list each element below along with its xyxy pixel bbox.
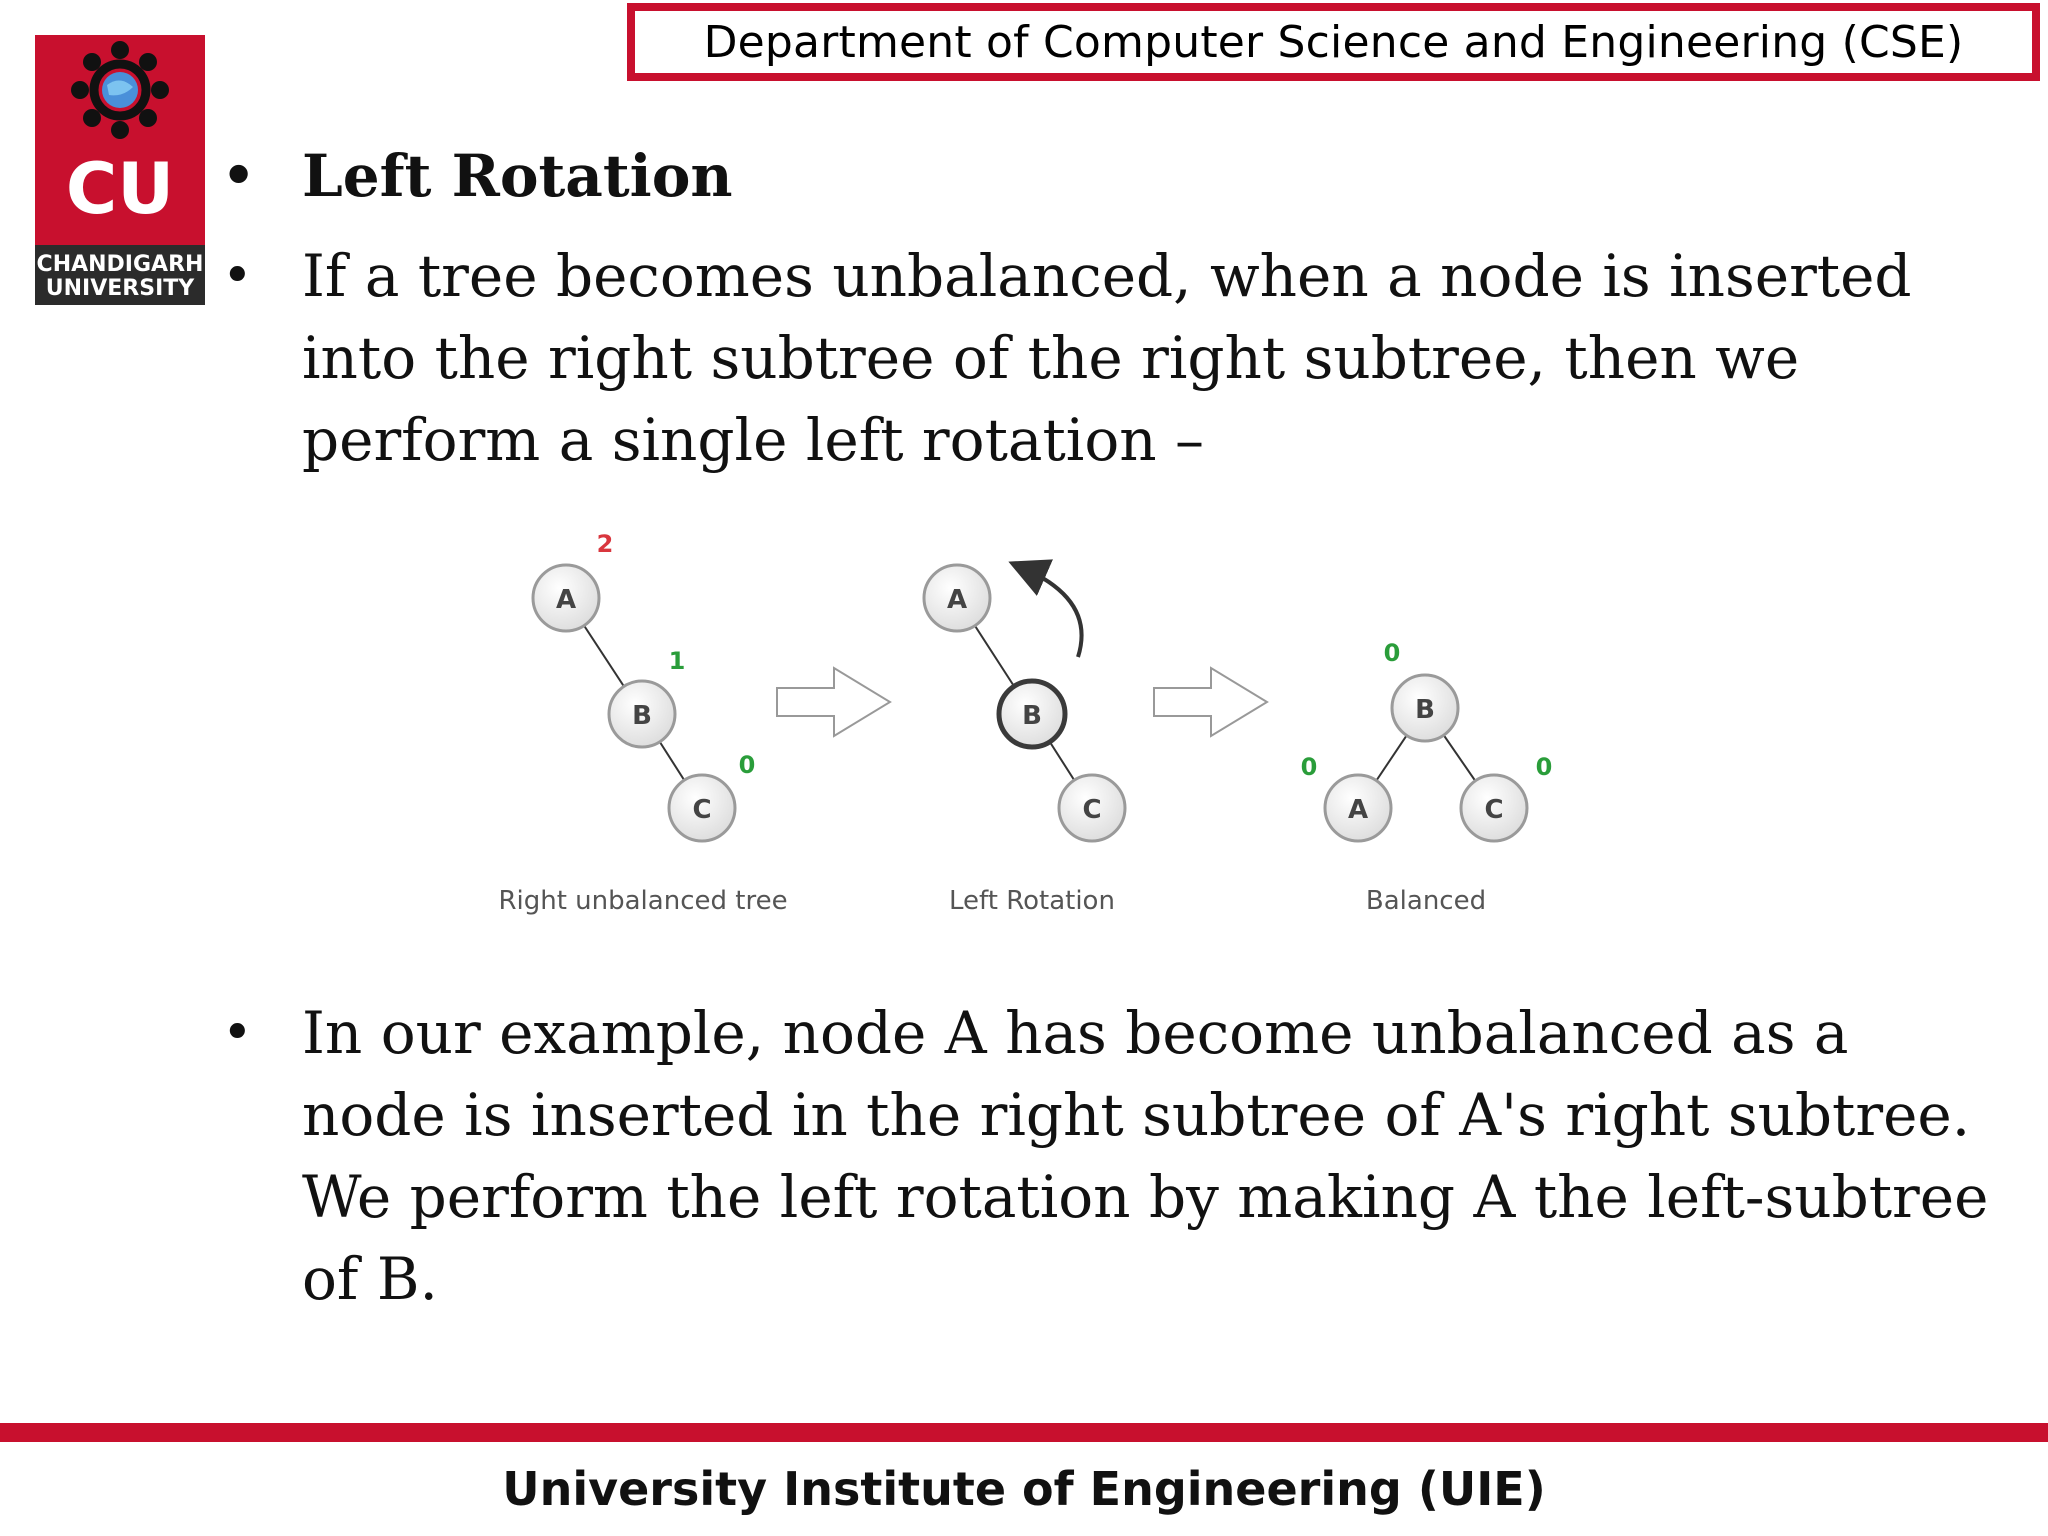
balance-c: 0 [738,751,756,779]
balance-c: 0 [1535,753,1553,781]
stage-balanced [1301,639,1553,916]
stage-left-rotation [924,565,1125,916]
node-a-label: A [1347,795,1369,825]
bullet-heading: • Left Rotation [302,135,2002,217]
stage-right-unbalanced-tree [498,530,787,916]
balance-b: 1 [668,647,686,675]
node-b-label: B [1415,695,1435,725]
left-rotation-diagram [470,520,1590,940]
institute-footer: University Institute of Engineering (UIE) [502,1462,1546,1516]
node-b-label: B [1022,701,1042,731]
node-a-label: A [555,585,577,615]
footer-divider [0,1423,2048,1442]
balance-a: 0 [1300,753,1318,781]
department-header [627,3,2040,81]
university-logo [35,35,205,305]
next-arrow-icon [777,668,890,736]
logo-name-line1: CHANDIGARH [36,252,204,277]
logo-monogram: CU [65,148,175,230]
node-c-label: C [692,795,712,825]
node-a-label: A [946,585,968,615]
node-c-label: C [1484,795,1504,825]
logo-name-line2: UNIVERSITY [45,276,195,301]
node-c-label: C [1082,795,1102,825]
balance-b: 0 [1383,639,1401,667]
caption-right-unbalanced: Right unbalanced tree [498,886,788,916]
caption-left-rotation: Left Rotation [949,886,1115,916]
department-title: Department of Computer Science and Engineering (CSE) [703,16,1964,68]
balance-a: 2 [596,530,614,558]
bullet-definition: • If a tree becomes unbalanced, when a node is inserted into the right subtree of the right subtree, then we perform a single left rotation – [302,235,2002,481]
bullet-example: • In our example, node A has become unbalanced as a node is inserted in the right subtree of A's right subtree. We perform the left rotation by making A the left-subtree of B. [302,992,2002,1320]
logo-emblem-icon [71,41,169,139]
caption-balanced: Balanced [1365,886,1487,916]
rotation-arrow-icon [1023,568,1082,657]
next-arrow-icon [1154,668,1267,736]
node-b-label: B [632,701,652,731]
